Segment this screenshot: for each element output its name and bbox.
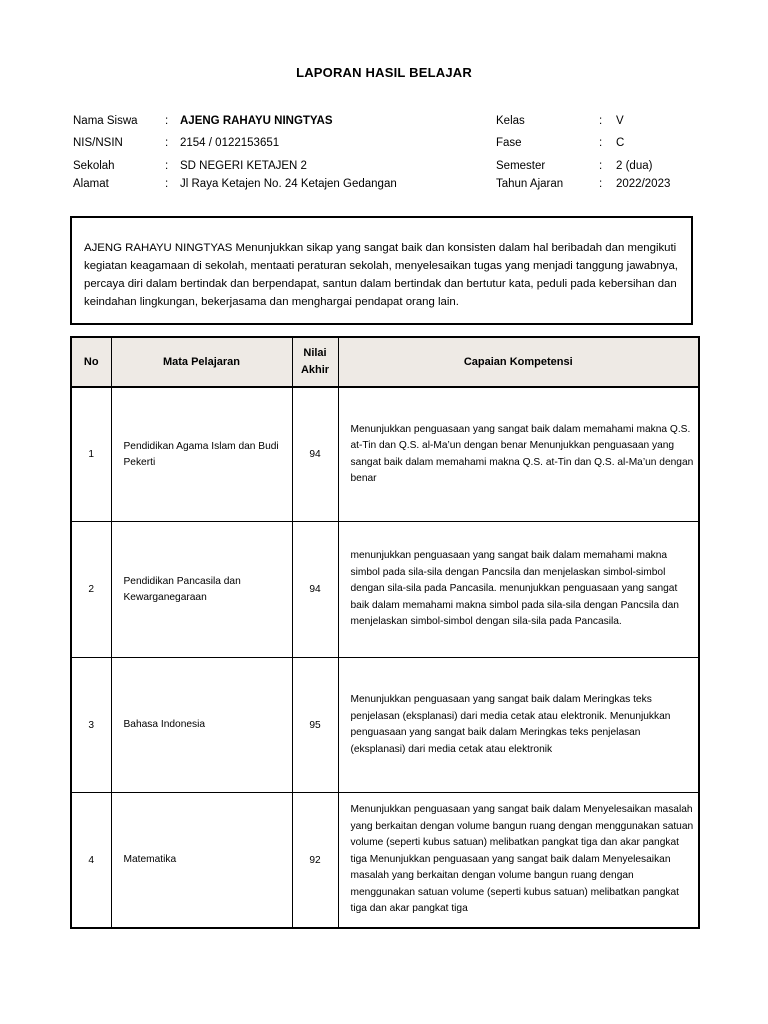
- row-nilai: 94: [292, 387, 338, 522]
- value-alamat: Jl Raya Ketajen No. 24 Ketajen Gedangan: [180, 178, 397, 190]
- colon: :: [165, 137, 169, 149]
- attitude-description: AJENG RAHAYU NINGTYAS Menunjukkan sikap yang sangat baik dan konsisten dalam hal beribadah dan mengikuti kegiatan keagamaan di sekolah, mentaati peraturan sekolah, menyelesaikan tugas yang menjadi tanggung jawabnya, percaya diri dalam bertindak dan berpendapat, santun dalam bertindak dan bertutur kata, peduli pada kebersihan dan keindahan lingkungan, bekerjasama dan menghargai pendapat orang lain.: [84, 242, 678, 308]
- row-mata-pelajaran: Matematika: [111, 793, 292, 929]
- header-capaian-kompetensi: Capaian Kompetensi: [338, 337, 699, 387]
- label-sekolah: Sekolah: [73, 160, 115, 172]
- label-alamat: Alamat: [73, 178, 109, 190]
- label-tahun-ajaran: Tahun Ajaran: [496, 178, 564, 190]
- label-semester: Semester: [496, 160, 546, 172]
- colon: :: [599, 160, 603, 172]
- label-nama-siswa: Nama Siswa: [73, 115, 138, 127]
- table-header-row: [71, 337, 699, 387]
- row-no: 2: [71, 522, 111, 658]
- row-nilai: 94: [292, 522, 338, 658]
- label-nis-nsin: NIS/NSIN: [73, 137, 123, 149]
- row-mata-pelajaran: Pendidikan Pancasila dan Kewarganegaraan: [111, 522, 292, 658]
- value-nis-nsin: 2154 / 0122153651: [180, 137, 280, 149]
- attitude-description-box: [70, 216, 693, 325]
- colon: :: [165, 160, 169, 172]
- colon: :: [599, 178, 603, 190]
- row-capaian: Menunjukkan penguasaan yang sangat baik dalam memahami makna Q.S. at-Tin dan Q.S. al-Ma’un dengan benar Menunjukkan penguasaan yang sangat baik dalam memahami makna Q.S. at-Tin dan Q.S. al-Ma’un dengan benar: [338, 387, 699, 522]
- label-kelas: Kelas: [496, 115, 525, 127]
- table-row: [71, 793, 699, 929]
- colon: :: [599, 115, 603, 127]
- value-tahun-ajaran: 2022/2023: [616, 178, 671, 190]
- table-row: [71, 522, 699, 658]
- header-nilai-line2: Akhir: [300, 364, 330, 376]
- report-title: LAPORAN HASIL BELAJAR: [296, 65, 472, 80]
- header-nilai-line1: Nilai: [303, 347, 327, 359]
- table-row: [71, 658, 699, 793]
- row-nilai: 92: [292, 793, 338, 929]
- value-kelas: V: [616, 115, 624, 127]
- row-mata-pelajaran: Pendidikan Agama Islam dan Budi Pekerti: [111, 387, 292, 522]
- row-no: 1: [71, 387, 111, 522]
- value-semester: 2 (dua): [616, 160, 653, 172]
- colon: :: [599, 137, 603, 149]
- colon: :: [165, 178, 169, 190]
- row-capaian: Menunjukkan penguasaan yang sangat baik dalam Menyelesaikan masalah yang berkaitan dengan volume bangun ruang dengan menggunakan satuan volume (seperti kubus satuan) melibatkan pangkat tiga dan akar pangkat tiga Menunjukkan penguasaan yang sangat baik dalam Menyelesaikan masalah yang berkaitan dengan volume bangun ruang dengan menggunakan satuan volume (seperti kubus satuan) melibatkan pangkat tiga dan akar pangkat tiga: [338, 793, 699, 929]
- row-capaian: Menunjukkan penguasaan yang sangat baik dalam Meringkas teks penjelasan (eksplanasi) dari media cetak atau elektronik. Menunjukkan penguasaan yang sangat baik dalam Meringkas teks penjelasan (eksplanasi) dari media cetak atau elektronik: [338, 658, 699, 793]
- row-nilai: 95: [292, 658, 338, 793]
- row-no: 3: [71, 658, 111, 793]
- row-no: 4: [71, 793, 111, 929]
- value-fase: C: [616, 137, 625, 149]
- row-capaian: menunjukkan penguasaan yang sangat baik dalam memahami makna simbol pada sila-sila dengan Pancsila dan menjelaskan simbol-simbol dengan sila-sila pada Pancasila. menunjukkan penguasaan yang sangat baik dalam memahami makna simbol pada sila-sila dengan Pancsila dan menjelaskan simbol-simbol dengan sila-sila pada Pancasila.: [338, 522, 699, 658]
- header-nilai-akhir: [292, 337, 338, 387]
- grades-table: [70, 336, 700, 929]
- colon: :: [165, 115, 169, 127]
- row-mata-pelajaran: Bahasa Indonesia: [111, 658, 292, 793]
- header-mata-pelajaran: Mata Pelajaran: [111, 337, 292, 387]
- value-sekolah: SD NEGERI KETAJEN 2: [180, 160, 307, 172]
- table-row: [71, 387, 699, 522]
- label-fase: Fase: [496, 137, 522, 149]
- header-no: No: [71, 337, 111, 387]
- value-nama-siswa: AJENG RAHAYU NINGTYAS: [180, 115, 333, 127]
